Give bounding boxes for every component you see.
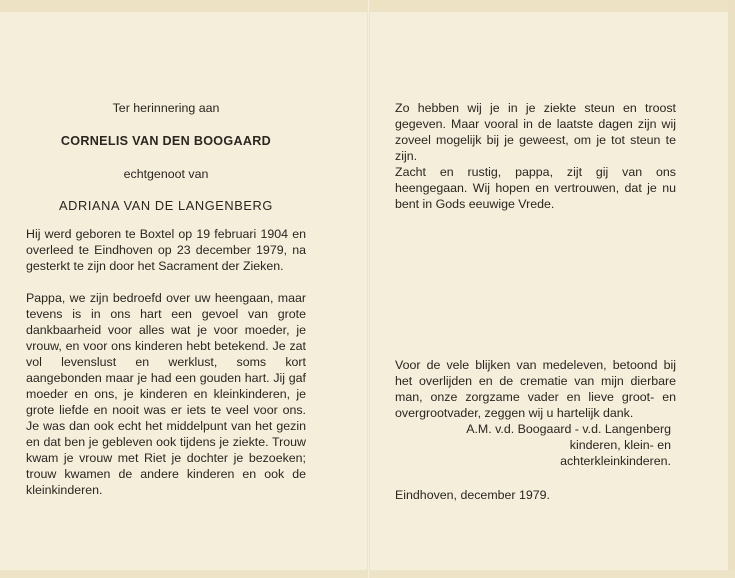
biography-paragraph: Hij werd geboren te Boxtel op 19 februari 1904 en overleed te Eindhoven op 23 december 1979, na gesterkt te zijn door het Sacrament der Zieken. — [26, 227, 306, 273]
signature-name: A.M. v.d. Boogaard - v.d. Langenberg — [466, 422, 671, 436]
spouse-name: ADRIANA VAN DE LANGENBERG — [59, 198, 273, 213]
memorial-heading: Ter herinnering aan — [112, 101, 220, 115]
signature-grandchildren: achterkleinkinderen. — [560, 454, 671, 468]
deceased-name: CORNELIS VAN DEN BOOGAARD — [60, 134, 272, 148]
card-fold — [367, 0, 370, 578]
paper-edge-right — [728, 0, 735, 578]
place-date: Eindhoven, december 1979. — [395, 488, 550, 502]
spouse-label: echtgenoot van — [123, 167, 209, 181]
signature-family: kinderen, klein- en — [569, 438, 671, 452]
right-page — [395, 100, 676, 503]
tribute-continued-paragraph: Zo hebben wij je in je ziekte steun en troost gegeven. Maar vooral in de laatste dagen zijn wij zoveel mogelijk bij je geweest, om je tot steun te zijn. — [395, 101, 676, 163]
tribute-paragraph: Pappa, we zijn bedroefd over uw heengaan, maar tevens is in ons hart een gevoel van grote dankbaarheid voor alles wat je voor moeder, je vrouw, en voor ons kinderen hebt betekend. Je zat vol levenslust en werklust, soms kort aangebonden maar je had een gouden hart. Jij gaf moeder en ons, je kinderen en kleinkinderen, je grote liefde en nooit was er iets te veel voor ons. Je was dan ook echt het middelpunt van het gezin en dat ben je gebleven ook tijdens je ziekte. Trouw kwam je vrouw met Riet je dochter je bezoeken; trouw kwamen de andere kinderen en ook de kleinkinderen. — [26, 291, 306, 497]
farewell-paragraph: Zacht en rustig, pappa, zijt gij van ons heengegaan. Wij hopen en vertrouwen, dat je nu bent in Gods eeuwige Vrede. — [395, 165, 676, 211]
left-page — [26, 100, 306, 498]
thanks-paragraph: Voor de vele blijken van medeleven, betoond bij het overlijden en de crematie van mijn dierbare man, onze zorgzame vader en lieve groot- en overgrootvader, zeggen wij u hartelijk dank. — [395, 358, 676, 420]
